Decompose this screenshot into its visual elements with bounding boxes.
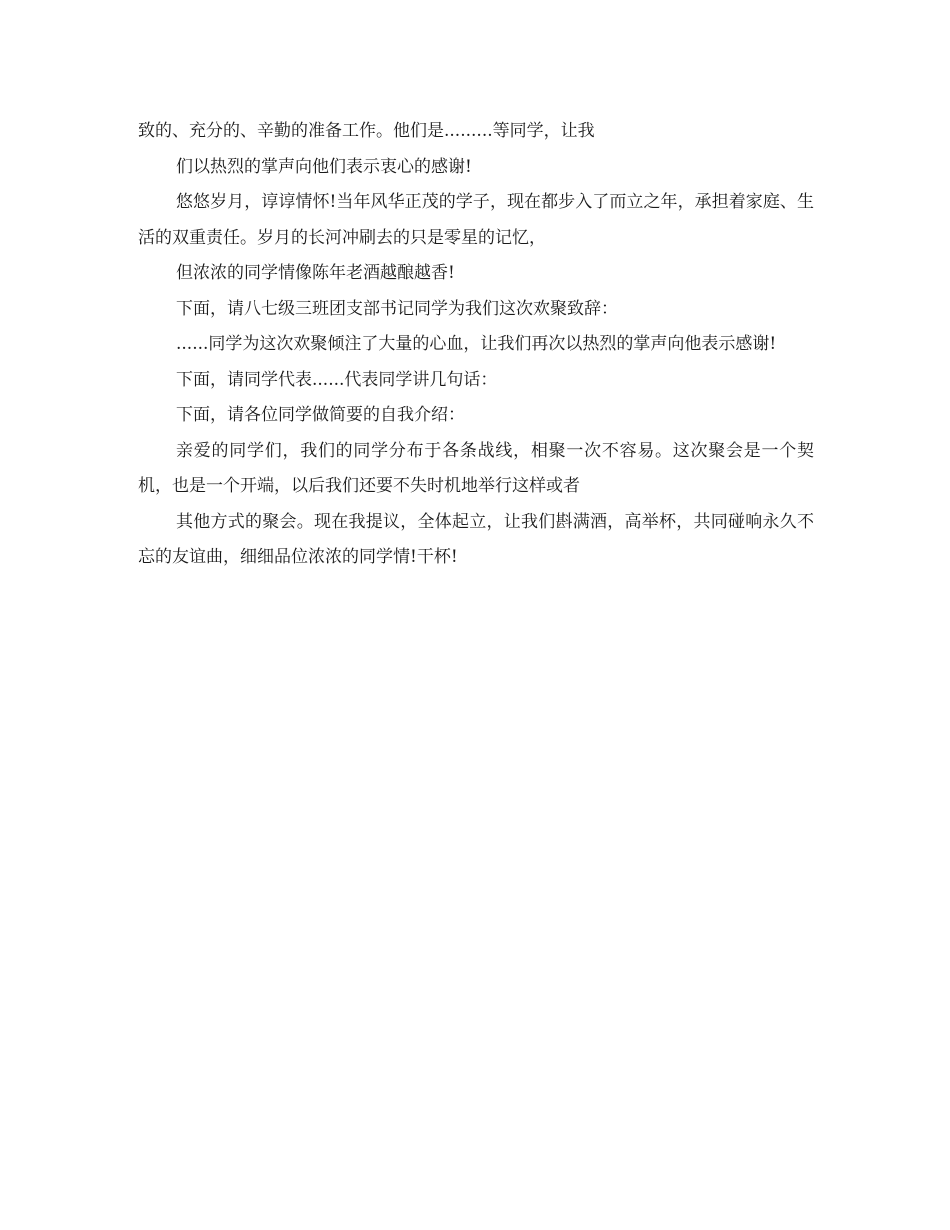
paragraph: 下面，请同学代表......代表同学讲几句话： xyxy=(176,369,498,390)
paragraph: 致的、充分的、辛勤的准备工作。他们是.........等同学，让我 xyxy=(138,121,595,141)
paragraph: 其他方式的聚会。现在我提议，全体起立，让我们斟满酒，高举杯，共同碰响永久不忘的友谊曲，细细品位浓浓的同学情!干杯! xyxy=(138,511,814,567)
paragraph: ......同学为这次欢聚倾注了大量的心血，让我们再次以热烈的掌声向他表示感谢! xyxy=(176,334,777,354)
paragraph: 但浓浓的同学情像陈年老酒越酿越香! xyxy=(176,263,455,283)
paragraph: 悠悠岁月，谆谆情怀!当年风华正茂的学子，现在都步入了而立之年，承担着家庭、生活的双重责任。岁月的长河冲刷去的只是零星的记忆， xyxy=(138,192,814,248)
paragraph: 们以热烈的掌声向他们表示衷心的感谢! xyxy=(176,156,472,177)
paragraph: 下面，请八七级三班团支部书记同学为我们这次欢聚致辞： xyxy=(176,298,618,319)
document-body xyxy=(138,114,814,576)
paragraph: 下面，请各位同学做简要的自我介绍： xyxy=(176,405,465,425)
paragraph: 亲爱的同学们，我们的同学分布于各条战线，相聚一次不容易。这次聚会是一个契机，也是一个开端，以后我们还要不失时机地举行这样或者 xyxy=(138,440,814,496)
